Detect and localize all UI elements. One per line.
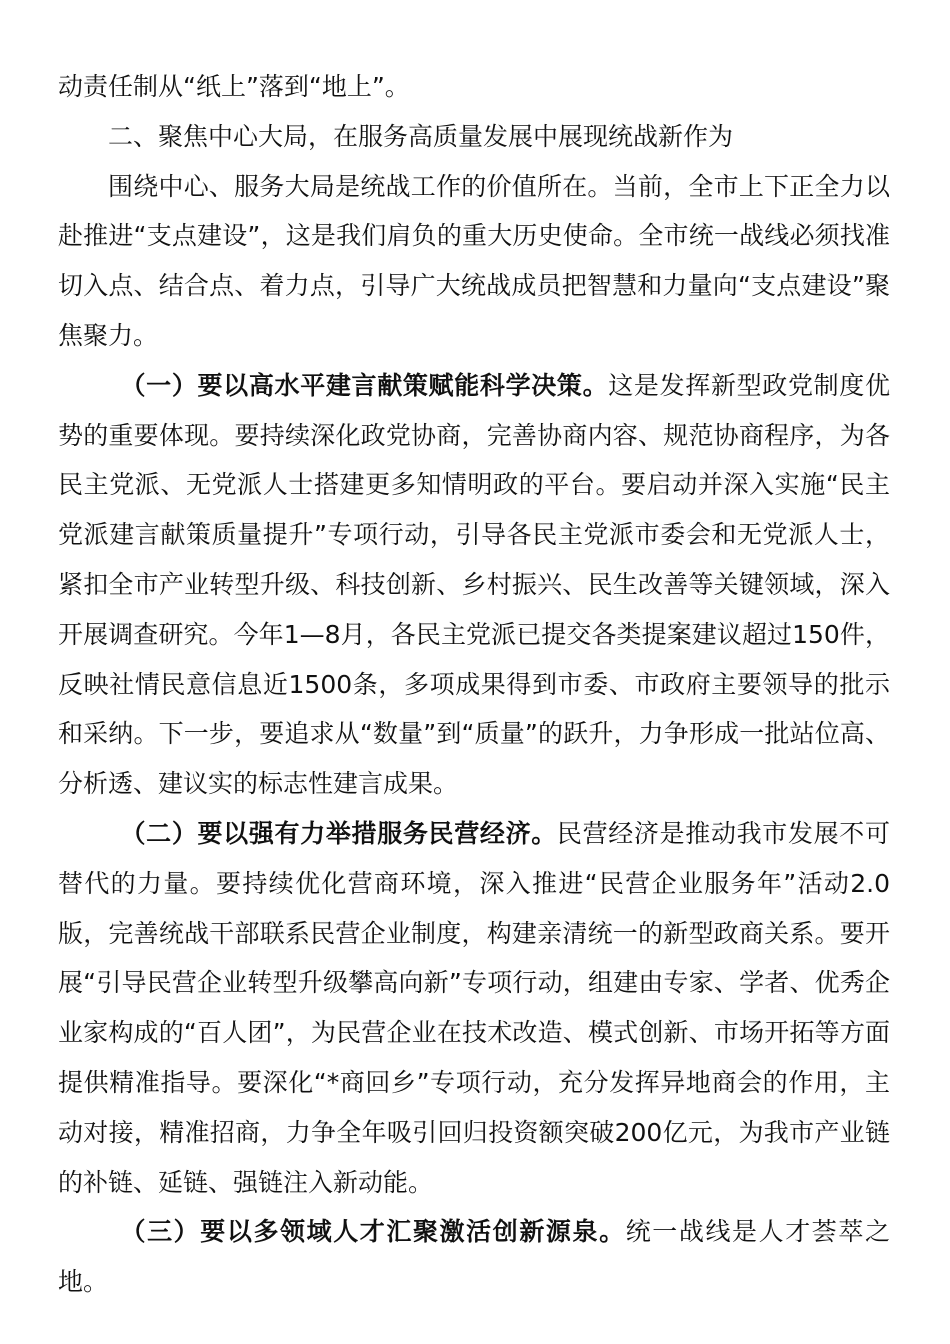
- paragraph-item-2: [58, 809, 890, 1207]
- paragraph-intro: 围绕中心、服务大局是统战工作的价值所在。当前，全市上下正全力以赴推进“支点建设”，这是我们肩负的重大历史使命。全市统一战线必须找准切入点、结合点、着力点，引导广大统战成员把智慧和力量向“支点建设”聚焦聚力。: [58, 171, 890, 350]
- document-page: [58, 62, 890, 1307]
- paragraph-item-1: [58, 361, 890, 809]
- paragraph-item-3: [58, 1207, 890, 1307]
- item-2-body: 民营经济是推动我市发展不可替代的力量。要持续优化营商环境，深入推进“民营企业服务年”活动2.0版，完善统战干部联系民营企业制度，构建亲清统一的新型政商关系。要开展“引导民营企业转型升级攀高向新”专项行动，组建由专家、学者、优秀企业家构成的“百人团”，为民营企业在技术改造、模式创新、市场开拓等方面提供精准指导。要深化“*商回乡”专项行动，充分发挥异地商会的作用，主动对接，精准招商，力争全年吸引回归投资额突破200亿元，为我市产业链的补链、延链、强链注入新动能。: [58, 818, 890, 1197]
- item-3-heading: （三）要以多领域人才汇聚激活创新源泉。: [120, 1217, 626, 1247]
- paragraph-continuation: 动责任制从“纸上”落到“地上”。: [58, 72, 410, 101]
- item-1-body: 这是发挥新型政党制度优势的重要体现。要持续深化政党协商，完善协商内容、规范协商程序，为各民主党派、无党派人士搭建更多知情明政的平台。要启动并深入实施“民主党派建言献策质量提升”专项行动，引导各民主党派市委会和无党派人士，紧扣全市产业转型升级、科技创新、乡村振兴、民生改善等关键领域，深入开展调查研究。今年1—8月，各民主党派已提交各类提案建议超过150件，反映社情民意信息近1500条，多项成果得到市委、市政府主要领导的批示和采纳。下一步，要追求从“数量”到“质量”的跃升，力争形成一批站位高、分析透、建议实的标志性建言成果。: [58, 370, 890, 799]
- item-1-heading: （一）要以高水平建言献策赋能科学决策。: [120, 370, 609, 400]
- item-3-body: 统一战线是人才荟萃之地。: [58, 1217, 890, 1297]
- item-2-heading: （二）要以强有力举措服务民营经济。: [120, 818, 557, 848]
- section-heading-2: 二、聚焦中心大局，在服务高质量发展中展现统战新作为: [108, 121, 734, 151]
